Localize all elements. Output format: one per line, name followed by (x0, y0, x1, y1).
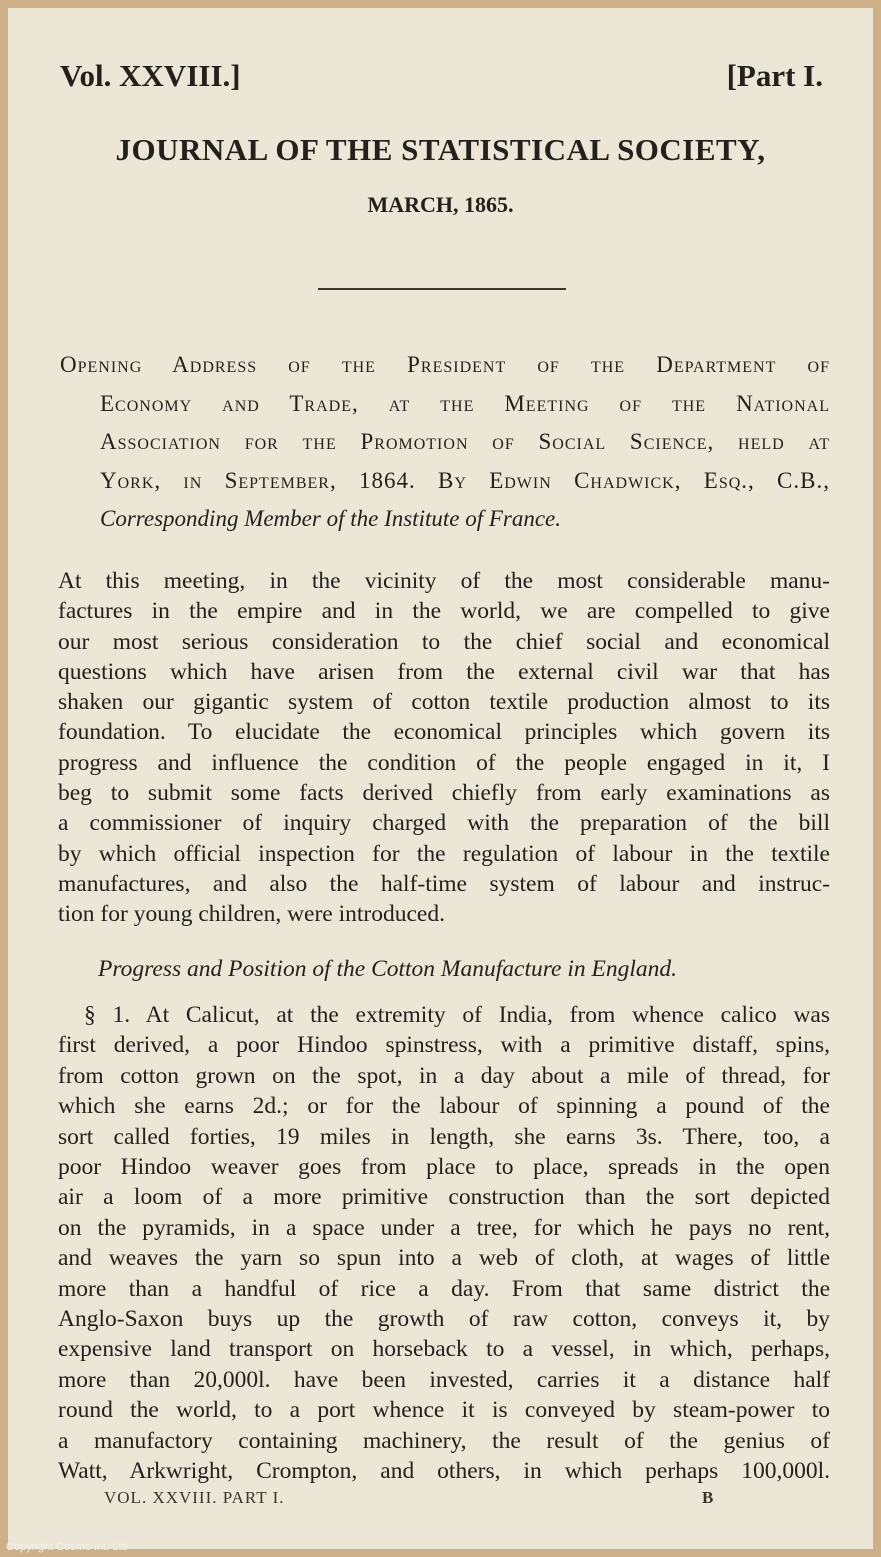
text-line: a commissioner of inquiry charged with the preparation of the bill (58, 810, 830, 837)
opening-address-heading (60, 346, 830, 539)
text-line: factures in the empire and in the world, we are compelled to give (58, 598, 830, 625)
text-line: § 1. At Calicut, at the extremity of India, from whence calico was (84, 1002, 830, 1028)
text-line: sort called forties, 19 miles in length, she earns 3s. There, too, a (58, 1123, 830, 1150)
journal-title: JOURNAL OF THE STATISTICAL SOCIETY, (115, 132, 766, 167)
address-line: Opening Address of the President of the Department of (60, 352, 830, 377)
copyright-watermark: Copyright Cosmo Int. Ltd (6, 1541, 128, 1553)
signature-mark: B (702, 1488, 715, 1507)
section-paragraph (58, 1000, 830, 1487)
text-line: more than a handful of rice a day. From that same district the (58, 1275, 830, 1302)
text-line: a manufactory containing machinery, the result of the genius of (58, 1427, 830, 1454)
text-line: by which official inspection for the regulation of labour in the textile (58, 840, 830, 867)
text-line: from cotton grown on the spot, in a day about a mile of thread, for (58, 1062, 830, 1089)
intro-paragraph (58, 566, 830, 930)
title-rule (318, 288, 566, 290)
address-line: Economy and Trade, at the Meeting of the National (100, 390, 830, 416)
text-line: which she earns 2d.; or for the labour of spinning a pound of the (58, 1093, 830, 1120)
address-line: Association for the Promotion of Social Science, held at (100, 429, 830, 454)
text-line: our most serious consideration to the chief social and economical (58, 628, 830, 655)
text-line: first derived, a poor Hindoo spinstress, with a primitive distaff, spins, (58, 1032, 830, 1059)
text-line: round the world, to a port whence it is conveyed by steam-power to (58, 1397, 830, 1424)
text-line: air a loom of a more primitive construction than the sort depicted (58, 1184, 830, 1211)
text-line: on the pyramids, in a space under a tree, for which he pays no rent, (58, 1214, 830, 1241)
signature-line: VOL. XXVIII. PART I. (104, 1488, 285, 1507)
text-line: At this meeting, in the vicinity of the most considerable manu- (58, 568, 830, 594)
address-line: York, in September, 1864. By Edwin Chadwick, Esq., C.B., (100, 467, 830, 493)
document-page (8, 8, 873, 1549)
text-line: Watt, Arkwright, Crompton, and others, in which perhaps 100,000l. (58, 1458, 830, 1485)
section-heading: Progress and Position of the Cotton Manufacture in England. (98, 956, 677, 982)
text-line: questions which have arisen from the external civil war that has (58, 658, 830, 685)
text-line: manufactures, and also the half-time system of labour and instruc- (58, 870, 830, 897)
text-line: more than 20,000l. have been invested, carries it a distance half (58, 1366, 830, 1393)
part-label: [Part I. (726, 58, 823, 93)
text-line: poor Hindoo weaver goes from place to place, spreads in the open (58, 1154, 830, 1181)
volume-label: Vol. XXVIII.] (60, 58, 241, 93)
text-line: shaken our gigantic system of cotton textile production almost to its (58, 689, 830, 716)
running-header (60, 58, 823, 98)
text-line: progress and influence the condition of the people engaged in it, I (58, 749, 830, 776)
text-line: beg to submit some facts derived chiefly from early examinations as (58, 780, 830, 807)
address-line: Corresponding Member of the Institute of France. (100, 506, 561, 531)
text-line: Anglo-Saxon buys up the growth of raw cotton, conveys it, by (58, 1306, 830, 1333)
text-line: foundation. To elucidate the economical principles which govern its (58, 719, 830, 746)
text-line: tion for young children, were introduced. (58, 901, 445, 928)
issue-date: MARCH, 1865. (367, 192, 514, 217)
text-line: and weaves the yarn so spun into a web of cloth, at wages of little (58, 1245, 830, 1272)
text-line: expensive land transport on horseback to a vessel, in which, perhaps, (58, 1336, 830, 1363)
